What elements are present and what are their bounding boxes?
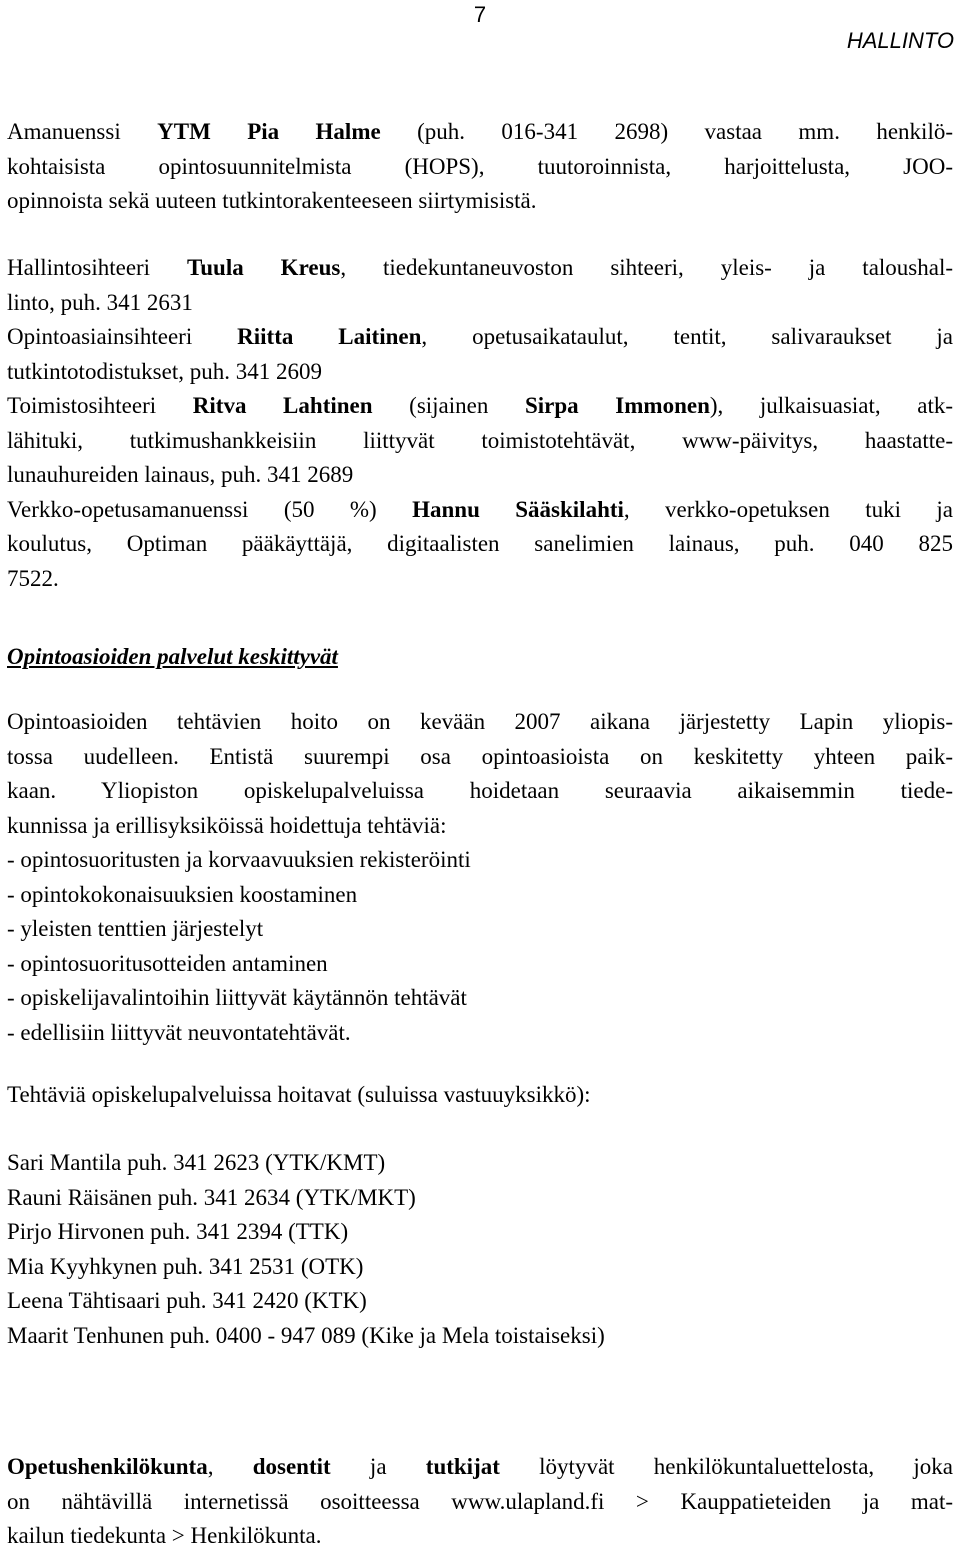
- paragraph-opintoasiat: [7, 705, 953, 1050]
- list-item: - yleisten tenttien järjestelyt: [7, 916, 264, 941]
- text-line: lähituki, tutkimushankkeisiin liittyvät toimistotehtävät, www-päivitys, haastatte-: [7, 427, 953, 453]
- text-line: tutkintotodistukset, puh. 341 2609: [7, 358, 322, 384]
- person-name: YTM Pia Halme: [157, 119, 381, 144]
- text-line: Amanuenssi YTM Pia Halme (puh. 016-341 2698) vastaa mm. henkilö-: [7, 119, 953, 144]
- text-line: Opintoasioiden tehtävien hoito on kevään 2007 aikana järjestetty Lapin yliopis-: [7, 709, 953, 734]
- paragraph-staff: [7, 251, 953, 596]
- paragraph-tehtavia: [7, 1078, 953, 1113]
- paragraph-henkilokunta: [7, 1450, 953, 1554]
- person-name: Tuula Kreus: [187, 255, 341, 280]
- section-heading: Opintoasioiden palvelut keskittyvät: [7, 644, 338, 669]
- person-name: Riitta Laitinen: [237, 324, 422, 349]
- text-line: on nähtävillä internetissä osoitteessa www.ulapland.fi > Kauppatieteiden ja mat-: [7, 1488, 953, 1514]
- page-number: 7: [473, 2, 487, 27]
- text-line: lunauhureiden lainaus, puh. 341 2689: [7, 462, 354, 487]
- text-line: Opintoasiainsihteeri Riitta Laitinen, opetusaikataulut, tentit, salivaraukset ja: [7, 324, 954, 349]
- text-line: Verkko-opetusamanuenssi (50 %) Hannu Sääskilahti, verkko-opetuksen tuki ja: [7, 496, 953, 522]
- text-line: Opetushenkilökunta, dosentit ja tutkijat löytyvät henkilökuntaluettelosta, joka: [7, 1454, 954, 1479]
- section-heading-wrap: [7, 640, 953, 675]
- contact-item: Maarit Tenhunen puh. 0400 - 947 089 (Kike ja Mela toistaiseksi): [7, 1322, 605, 1348]
- contact-item: Sari Mantila puh. 341 2623 (YTK/KMT): [7, 1150, 386, 1175]
- list-item: - edellisiin liittyvät neuvontatehtävät.: [7, 1019, 351, 1045]
- contact-item: Mia Kyyhkynen puh. 341 2531 (OTK): [7, 1253, 364, 1279]
- text-line: opinnoista sekä uuteen tutkintorakenteeseen siirtymisistä.: [7, 188, 537, 213]
- text-line: Hallintosihteeri Tuula Kreus, tiedekuntaneuvoston sihteeri, yleis- ja taloushal-: [7, 255, 954, 280]
- text-line: kaan. Yliopiston opiskelupalveluissa hoidetaan seuraavia aikaisemmin tiede-: [7, 778, 953, 803]
- text-line: Tehtäviä opiskelupalveluissa hoitavat (suluissa vastuuyksikkö):: [7, 1082, 591, 1107]
- list-item: - opintokokonaisuuksien koostaminen: [7, 881, 358, 907]
- person-name: Sirpa Immonen: [525, 393, 710, 418]
- text-line: kohtaisista opintosuunnitelmista (HOPS), tuutoroinnista, harjoittelusta, JOO-: [7, 153, 953, 179]
- contact-item: Rauni Räisänen puh. 341 2634 (YTK/MKT): [7, 1184, 416, 1210]
- text-line: kailun tiedekunta > Henkilökunta.: [7, 1523, 322, 1548]
- text-line: koulutus, Optiman pääkäyttäjä, digitaalisten sanelimien lainaus, puh. 040 825: [7, 531, 953, 556]
- paragraph-amanuenssi: [7, 115, 953, 219]
- text-line: kunnissa ja erillisyksiköissä hoidettuja tehtäviä:: [7, 812, 447, 838]
- contact-item: Pirjo Hirvonen puh. 341 2394 (TTK): [7, 1219, 349, 1244]
- text-line: 7522.: [7, 565, 59, 591]
- list-item: - opintosuoritusten ja korvaavuuksien rekisteröinti: [7, 847, 471, 872]
- text-line: linto, puh. 341 2631: [7, 289, 193, 315]
- list-item: - opintosuoritusotteiden antaminen: [7, 950, 328, 976]
- person-name: Hannu Sääskilahti: [412, 496, 624, 522]
- contact-item: Leena Tähtisaari puh. 341 2420 (KTK): [7, 1288, 367, 1313]
- running-header: HALLINTO: [846, 28, 954, 53]
- list-item: - opiskelijavalintoihin liittyvät käytännön tehtävät: [7, 985, 467, 1010]
- contact-list: [7, 1146, 953, 1353]
- text-line: tossa uudelleen. Entistä suurempi osa opintoasioista on keskitetty yhteen paik-: [7, 743, 953, 769]
- text-line: Toimistosihteeri Ritva Lahtinen (sijainen Sirpa Immonen), julkaisuasiat, atk-: [7, 393, 954, 418]
- person-name: Ritva Lahtinen: [192, 393, 373, 418]
